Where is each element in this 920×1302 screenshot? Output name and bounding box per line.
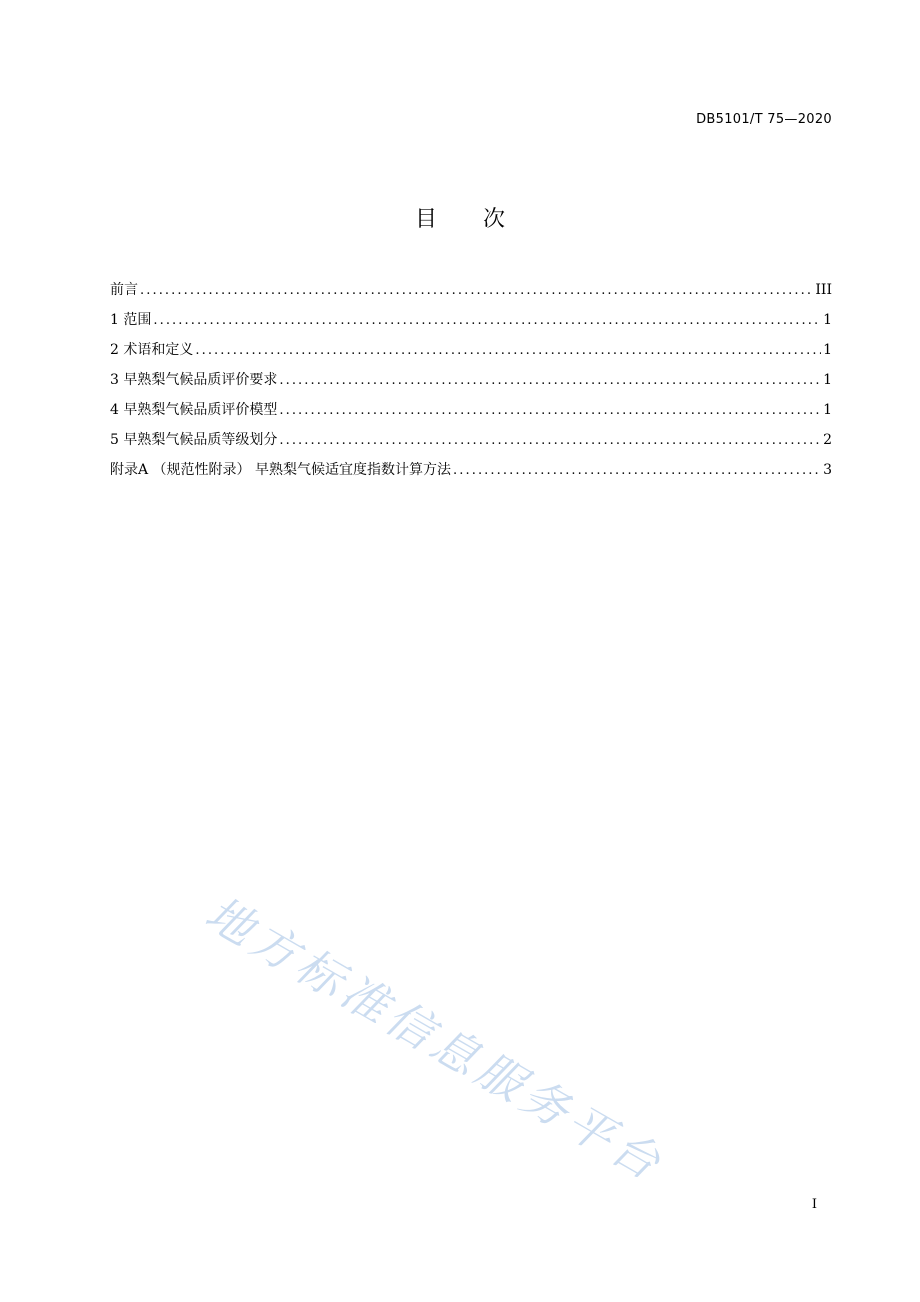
toc-entry-page: 1 — [823, 342, 832, 358]
toc-entry-label: 4 早熟梨气候品质评价模型 — [110, 402, 278, 418]
toc-leader-dots — [195, 341, 821, 361]
document-code: DB5101/T 75—2020 — [696, 112, 832, 127]
toc-entry-requirements[interactable] — [110, 370, 832, 400]
toc-entry-model[interactable] — [110, 400, 832, 430]
toc-entry-page: 1 — [823, 402, 832, 418]
toc-entry-label: 附录A （规范性附录） 早熟梨气候适宜度指数计算方法 — [110, 462, 452, 478]
toc-entry-page: III — [815, 282, 832, 298]
title-char-2: 次 — [483, 207, 506, 232]
toc-leader-dots — [453, 461, 821, 481]
toc-entry-page: 2 — [823, 432, 832, 448]
watermark: 地方标准信息服务平台 — [196, 885, 674, 1193]
toc-entry-scope[interactable] — [110, 310, 832, 340]
toc-entry-label: 2 术语和定义 — [110, 342, 194, 358]
toc-leader-dots — [279, 371, 821, 391]
toc-entry-label: 3 早熟梨气候品质评价要求 — [110, 372, 278, 388]
toc-leader-dots — [279, 401, 821, 421]
page-title — [0, 202, 920, 233]
toc-entry-grading[interactable] — [110, 430, 832, 460]
toc-entry-label: 1 范围 — [110, 312, 152, 328]
toc-leader-dots — [140, 281, 813, 301]
toc-entry-foreword[interactable] — [110, 280, 832, 310]
toc-entry-label: 前言 — [110, 282, 138, 298]
toc-entry-page: 1 — [823, 312, 832, 328]
toc-entry-terms[interactable] — [110, 340, 832, 370]
toc-leader-dots — [279, 431, 821, 451]
table-of-contents — [110, 280, 832, 490]
toc-entry-label: 5 早熟梨气候品质等级划分 — [110, 432, 278, 448]
title-char-1: 目 — [414, 207, 437, 232]
toc-entry-appendix-a[interactable] — [110, 460, 832, 490]
toc-entry-page: 1 — [823, 372, 832, 388]
toc-leader-dots — [153, 311, 821, 331]
page-number: I — [811, 1197, 817, 1212]
toc-entry-page: 3 — [823, 462, 832, 478]
